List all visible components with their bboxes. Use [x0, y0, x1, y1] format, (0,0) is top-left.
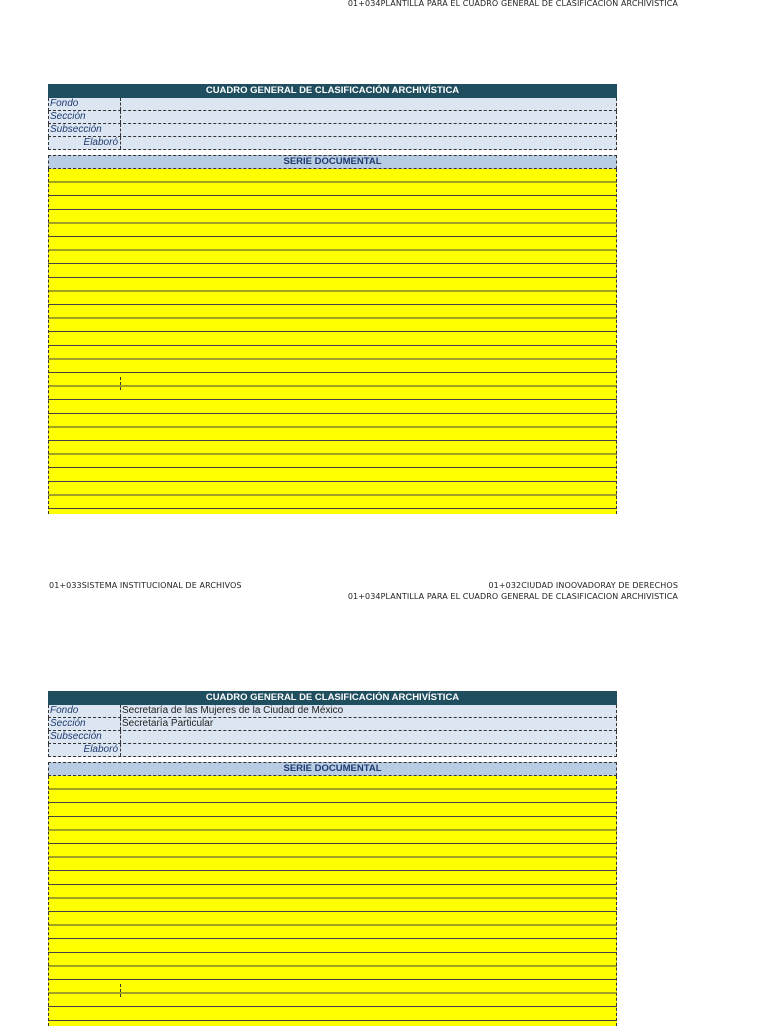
subseccion-label: Subsección: [49, 731, 121, 743]
footer-right-text: 01+032CIUDAD INOOVADORAY DE DERECHOS: [488, 581, 678, 590]
cell-divider: [120, 377, 122, 390]
fondo-label: Fondo: [49, 98, 121, 110]
page2-header-text: 01+034PLANTILLA PARA EL CUADRO GENERAL DE CLASIFICACION ARCHIVISTICA: [347, 592, 678, 601]
serie-documental-rows[interactable]: [48, 776, 617, 1026]
fondo-label: Fondo: [49, 705, 121, 717]
seccion-label: Sección: [49, 718, 121, 730]
subseccion-value[interactable]: [121, 124, 616, 136]
sheet-title: CUADRO GENERAL DE CLASIFICACIÓN ARCHIVÍSTICA: [48, 84, 617, 98]
subseccion-value[interactable]: [121, 731, 616, 743]
subseccion-label: Subsección: [49, 124, 121, 136]
seccion-row: [48, 111, 617, 124]
classification-sheet-2: [48, 691, 617, 1026]
cell-divider: [120, 984, 122, 997]
serie-documental-header: SERIE DOCUMENTAL: [48, 762, 617, 776]
elaboro-value[interactable]: [121, 744, 616, 756]
subseccion-row: [48, 731, 617, 744]
elaboro-row: [48, 744, 617, 757]
serie-documental-rows[interactable]: [48, 169, 617, 514]
page1-header-text: 01+034PLANTILLA PARA EL CUADRO GENERAL DE CLASIFICACION ARCHIVISTICA: [347, 0, 678, 8]
elaboro-value[interactable]: [121, 137, 616, 149]
subseccion-row: [48, 124, 617, 137]
fondo-value[interactable]: [121, 98, 616, 110]
classification-sheet-1: [48, 84, 617, 514]
fondo-value[interactable]: Secretaría de las Mujeres de la Ciudad de México: [122, 705, 344, 716]
elaboro-label: Elaboró: [49, 744, 121, 756]
seccion-row: [48, 718, 617, 731]
seccion-value[interactable]: Secretaría Particular: [122, 718, 214, 729]
sheet-title: CUADRO GENERAL DE CLASIFICACIÓN ARCHIVÍSTICA: [48, 691, 617, 705]
elaboro-label: Elaboró: [49, 137, 121, 149]
elaboro-row: [48, 137, 617, 150]
fondo-row: [48, 705, 617, 718]
seccion-value[interactable]: [121, 111, 616, 123]
seccion-label: Sección: [49, 111, 121, 123]
fondo-row: [48, 98, 617, 111]
footer-left-text: 01+033SISTEMA INSTITUCIONAL DE ARCHIVOS: [49, 581, 242, 590]
serie-documental-header: SERIE DOCUMENTAL: [48, 155, 617, 169]
